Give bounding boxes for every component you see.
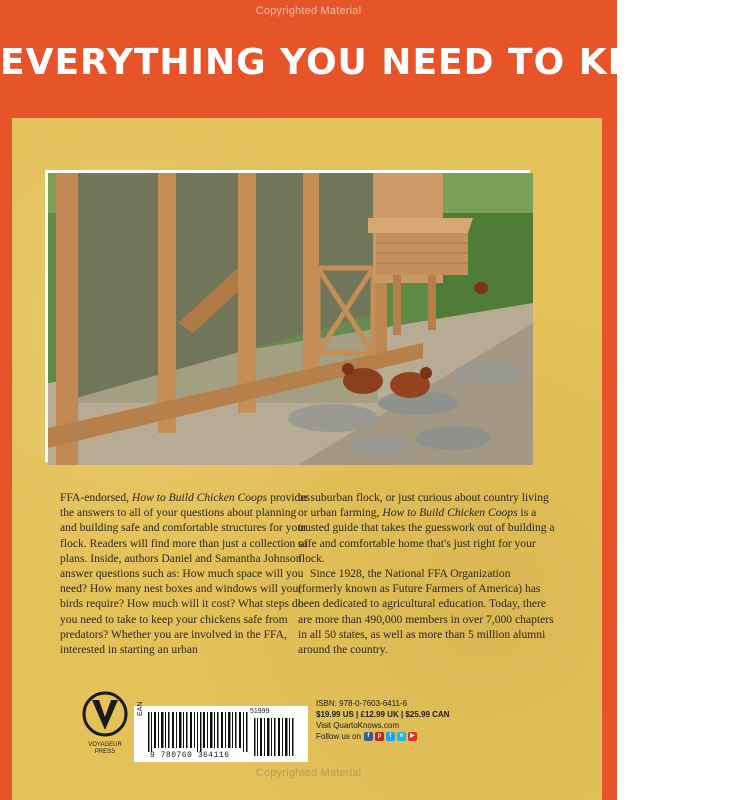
watermark-bottom: Copyrighted Material [255, 767, 362, 779]
description-text: provides the answers to all of your questions about planning and building safe and comfortable structures for your flock. Readers will find more than just a collection of plans. Inside, authors Daniel and Samantha Johnson answer questions such as: How much space will you need? How many nest boxes and windows will your birds require? How much will it cost? What steps do you need to take to keep your chickens safe from predators? Whether you are involved in the FFA, interested in starting an urban [60, 491, 311, 657]
follow-us [316, 731, 516, 742]
description-left-column [60, 490, 310, 657]
follow-label: Follow us on [316, 732, 361, 741]
pinterest-icon: p [375, 732, 384, 741]
social-icons [364, 732, 417, 741]
description-text: FFA-endorsed, [60, 491, 132, 504]
website: Visit QuartoKnows.com [316, 721, 399, 730]
watermark-top: Copyrighted Material [255, 5, 362, 17]
description-paragraph [60, 490, 310, 657]
isbn: ISBN: 978-0-7603-6411-6 [316, 699, 408, 708]
barcode-digits: 9 780760 364116 [150, 751, 230, 760]
description-text: or suburban flock, or just curious about country living or urban farming, [298, 491, 549, 520]
voyageur-press-logo-icon [80, 686, 130, 742]
ean-label: EAN [137, 701, 144, 716]
vimeo-icon: v [397, 732, 406, 741]
twitter-icon: t [386, 732, 395, 741]
book-title-italic: How to Build Chicken Coops [131, 491, 268, 504]
book-info [316, 698, 516, 742]
chicken-coop-photo [45, 170, 530, 462]
headline: EVERYTHING YOU NEED TO KNOW! [0, 42, 729, 83]
facebook-icon: f [364, 732, 373, 741]
description-paragraph [298, 490, 556, 566]
youtube-icon: ▶ [408, 732, 417, 741]
coop-photo-illustration [48, 173, 533, 465]
voyageur-press-logo [80, 686, 130, 750]
barcode-addon-number: 51999 [250, 708, 270, 715]
ffa-paragraph: Since 1928, the National FFA Organization (formerly known as Future Farmers of America) has been dedicated to agricultural education. Today, there are more than 490,000 members in over 7,000 chapters in all 50 states, as well as more than 5 million alumni around the country. [298, 567, 554, 657]
book-title-italic: How to Build Chicken Coops [382, 506, 518, 520]
publisher-name: VOYAGEUR PRESS [88, 742, 122, 755]
price: $19.99 US | £12.99 UK | $25.99 CAN [316, 710, 450, 719]
description-right-column [298, 490, 556, 657]
description-text: is a trusted guide that takes the guesswork out of building a safe and comfortable home that's just right for your flock. [298, 506, 555, 565]
